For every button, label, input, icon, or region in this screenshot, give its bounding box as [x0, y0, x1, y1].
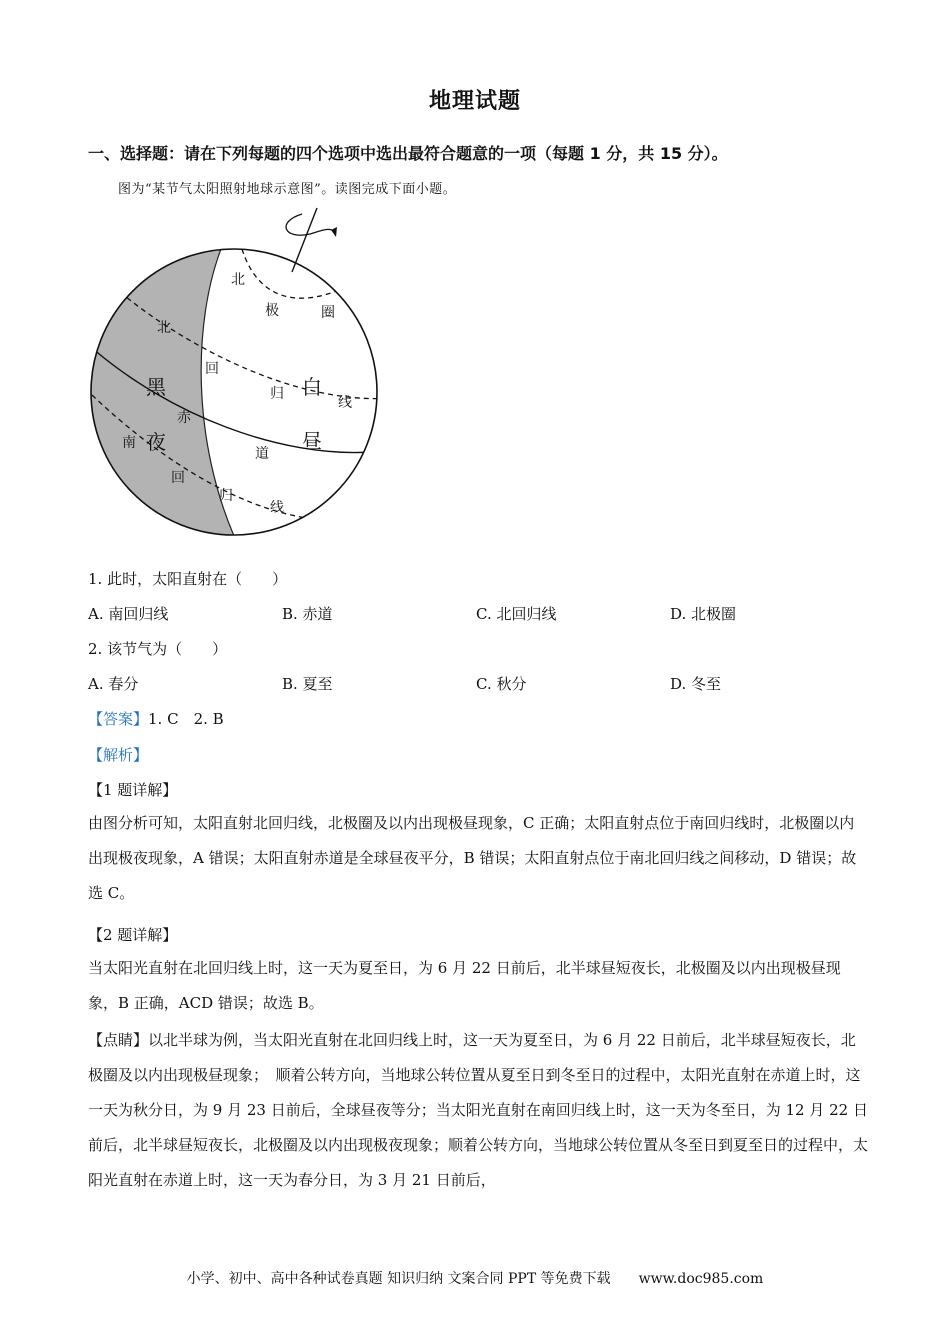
question-2-stem: 2. 该节气为（ ） — [88, 640, 228, 658]
detail-1-text: 由图分析可知，太阳直射北回归线，北极圈及以内出现极昼现象，C 正确；太阳直射点位于南回归线时，北极圈以内出现极夜现象，A 错误；太阳直射赤道是全球昼夜平分，B 错误；太阳直射点位于南北回归线之间移动，D 错误；故选 C。 — [88, 814, 857, 902]
q1-option-b: B. 赤道 — [282, 605, 333, 623]
label-nan: 南 — [122, 435, 136, 451]
q2-option-d: D. 冬至 — [670, 675, 722, 693]
tip-paragraph — [88, 1023, 868, 1198]
label-ye: 夜 — [146, 430, 166, 454]
label-xian-2: 线 — [270, 500, 284, 516]
q2-option-b: B. 夏至 — [282, 675, 333, 693]
label-ji: 极 — [265, 303, 279, 319]
label-hei: 黑 — [146, 375, 166, 399]
figure-intro: 图为“某节气太阳照射地球示意图”。读图完成下面小题。 — [118, 182, 457, 197]
label-hui-2: 回 — [171, 470, 185, 486]
q1-option-c: C. 北回归线 — [476, 605, 557, 623]
q1-option-d: D. 北极圈 — [670, 605, 737, 623]
question-1-stem: 1. 此时，太阳直射在（ ） — [88, 570, 288, 588]
label-dao: 道 — [255, 446, 269, 462]
detail-1-heading: 【1 题详解】 — [88, 781, 178, 799]
tip-text: 以北半球为例，当太阳光直射在北回归线上时，这一天为夏至日，为 6 月 22 日前后，北半球昼短夜长，北极圈及以内出现极昼现象； 顺着公转方向，当地球公转位置从夏至日到冬至日的过程中，太阳光直射在赤道上时，这一天为秋分日，为 9 月 23 日前后，全球昼夜等分；当太阳光直射在南回归线上时，这一天为冬至日，为 12 月 22 日前后，北半球昼短夜长，北极圈及以内出现极夜现象；顺着公转方向，当地球公转位置从冬至日到夏至日的过程中，太阳光直射在赤道上时，这一天为春分日，为 3 月 21 日前后， — [88, 1031, 869, 1189]
analysis-tag: 【解析】 — [88, 746, 149, 764]
answer-line — [88, 708, 224, 729]
label-bei-2: 北 — [157, 320, 171, 336]
label-chi: 赤 — [177, 410, 191, 426]
detail-2-heading: 【2 题详解】 — [88, 926, 178, 944]
tip-tag: 【点睛】 — [88, 1031, 149, 1049]
label-gui-1: 归 — [270, 386, 284, 402]
earth-illumination-figure — [80, 200, 400, 556]
section-heading: 一、选择题：请在下列每题的四个选项中选出最符合题意的一项（每题 1 分，共 15 分）。 — [88, 144, 728, 163]
answer-text: 1. C 2. B — [148, 710, 224, 728]
label-quan: 圈 — [321, 305, 335, 321]
label-zhou: 昼 — [302, 429, 322, 453]
page-title: 地理试题 — [428, 89, 521, 114]
q2-option-c: C. 秋分 — [476, 675, 527, 693]
label-hui-1: 回 — [205, 361, 219, 377]
rotation-axis — [292, 208, 317, 272]
detail-2-text: 当太阳光直射在北回归线上时，这一天为夏至日，为 6 月 22 日前后，北半球昼短夜长，北极圈及以内出现极昼现象，B 正确，ACD 错误；故选 B。 — [88, 959, 841, 1012]
answer-tag: 【答案】 — [88, 710, 149, 728]
label-bei-1: 北 — [231, 272, 245, 288]
q2-option-a: A. 春分 — [88, 675, 139, 693]
label-bai: 白 — [302, 375, 322, 399]
label-gui-2: 归 — [219, 488, 233, 504]
q1-option-a: A. 南回归线 — [88, 605, 169, 623]
arctic-circle-line — [242, 249, 356, 298]
label-xian-1: 线 — [338, 395, 352, 411]
page-footer: 小学、初中、高中各种试卷真题 知识归纳 文案合同 PPT 等免费下载 www.doc985.com — [186, 1271, 764, 1287]
